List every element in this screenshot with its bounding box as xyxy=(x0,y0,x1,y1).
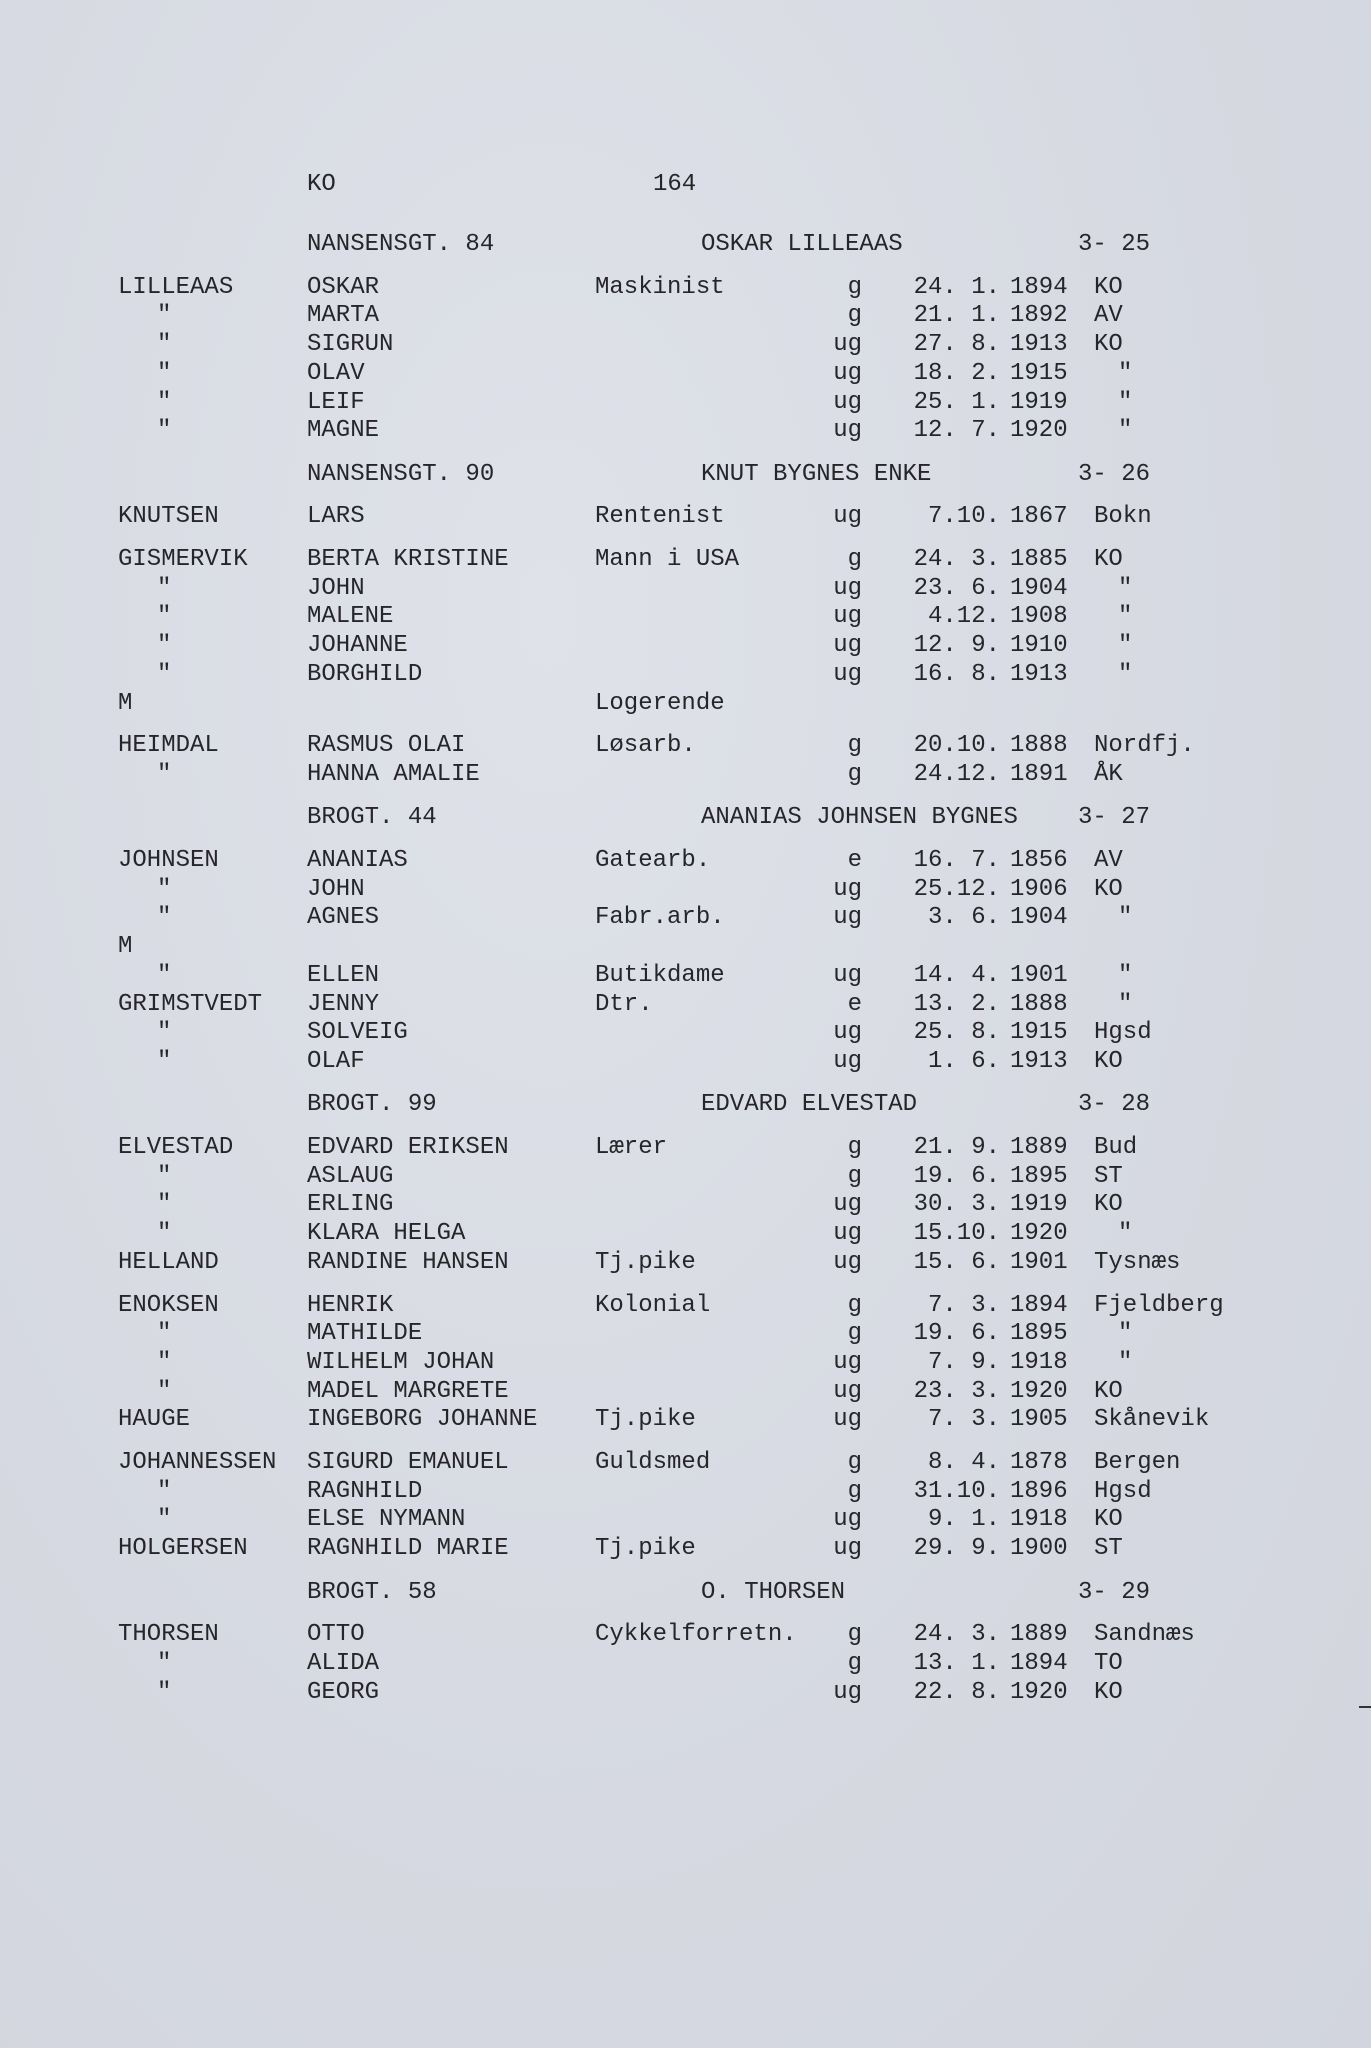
given-name: RAGNHILD MARIE xyxy=(307,1535,509,1563)
marital-status: ug xyxy=(833,1248,862,1276)
given-name: MATHILDE xyxy=(307,1320,423,1348)
household-address: NANSENSGT. 84 xyxy=(307,231,495,258)
marital-status: ug xyxy=(833,603,862,631)
birth-year: 1900 xyxy=(1010,1535,1068,1563)
surname: " xyxy=(157,574,172,602)
birth-year: 1904 xyxy=(1010,904,1068,932)
household-number: 3- 28 xyxy=(1078,1091,1151,1119)
given-name: ANANIAS xyxy=(307,847,408,874)
birth-date: 22. 8. xyxy=(913,1678,1000,1706)
marital-status: g xyxy=(847,732,862,760)
given-name: RAGNHILD xyxy=(307,1477,423,1505)
given-name: HENRIK xyxy=(307,1291,394,1319)
surname: THORSEN xyxy=(118,1621,219,1649)
household-address: BROGT. 58 xyxy=(307,1578,437,1606)
given-name: BERTA KRISTINE xyxy=(307,546,509,573)
marital-status: ug xyxy=(833,331,862,359)
surname: " xyxy=(157,660,172,688)
birth-year: 1889 xyxy=(1010,1134,1068,1161)
given-name: JENNY xyxy=(307,990,380,1018)
occupation: Guldsmed xyxy=(595,1449,711,1476)
birth-year: 1878 xyxy=(1010,1449,1068,1476)
birthplace: " xyxy=(1118,388,1133,416)
birthplace: ST xyxy=(1094,1162,1123,1190)
marital-status: ug xyxy=(833,417,862,445)
household-number: 3- 27 xyxy=(1078,804,1151,832)
birth-date: 29. 9. xyxy=(913,1535,1000,1563)
birthplace: Fjeldberg xyxy=(1094,1291,1224,1319)
birthplace: TO xyxy=(1094,1649,1123,1677)
birthplace: KO xyxy=(1094,546,1123,573)
birth-year: 1891 xyxy=(1010,760,1068,788)
surname: KNUTSEN xyxy=(118,503,219,531)
surname: ELVESTAD xyxy=(118,1134,234,1161)
page-header-district: KO xyxy=(307,171,336,198)
surname: " xyxy=(157,417,172,445)
birth-date: 8. 4. xyxy=(927,1449,1000,1476)
birth-date: 3. 6. xyxy=(927,904,1000,932)
birth-year: 1901 xyxy=(1010,1248,1068,1276)
marital-status: ug xyxy=(833,1406,862,1434)
birth-date: 25. 8. xyxy=(913,1019,1000,1047)
birth-date: 7. 9. xyxy=(927,1348,1000,1376)
birthplace: " xyxy=(1118,660,1133,688)
birth-date: 31.10. xyxy=(913,1477,1000,1505)
surname: HOLGERSEN xyxy=(118,1535,248,1563)
surname: JOHANNESSEN xyxy=(118,1449,277,1476)
birthplace: KO xyxy=(1094,1191,1123,1219)
birthplace: ST xyxy=(1094,1535,1123,1563)
household-head: ANANIAS JOHNSEN BYGNES xyxy=(701,804,1018,832)
given-name: ELSE NYMANN xyxy=(307,1506,466,1534)
marital-status: g xyxy=(847,1320,862,1348)
birthplace: Hgsd xyxy=(1094,1477,1152,1505)
birth-year: 1913 xyxy=(1010,1047,1068,1075)
birthplace: Hgsd xyxy=(1094,1019,1152,1047)
occupation: Mann i USA xyxy=(595,546,740,573)
birthplace: " xyxy=(1118,1320,1133,1348)
given-name: MADEL MARGRETE xyxy=(307,1377,509,1405)
surname: ENOKSEN xyxy=(118,1291,219,1319)
marital-status: ug xyxy=(833,904,862,932)
birthplace: " xyxy=(1118,904,1133,932)
birth-date: 15. 6. xyxy=(913,1248,1000,1276)
surname: " xyxy=(157,904,172,932)
marital-status: g xyxy=(847,1162,862,1190)
occupation: Fabr.arb. xyxy=(595,904,725,932)
birth-date: 9. 1. xyxy=(927,1506,1000,1534)
birthplace: " xyxy=(1118,961,1133,989)
surname: GISMERVIK xyxy=(118,546,248,573)
birth-year: 1920 xyxy=(1010,417,1068,445)
birth-date: 24. 1. xyxy=(913,273,1000,301)
occupation: Tj.pike xyxy=(595,1535,696,1563)
birth-year: 1895 xyxy=(1010,1162,1068,1190)
birth-year: 1919 xyxy=(1010,388,1068,416)
occupation: Logerende xyxy=(595,689,725,717)
birthplace: Bergen xyxy=(1094,1449,1181,1476)
birth-year: 1895 xyxy=(1010,1320,1068,1348)
household-head: KNUT BYGNES ENKE xyxy=(701,460,932,488)
given-name: EDVARD ERIKSEN xyxy=(307,1134,509,1161)
marital-status: g xyxy=(847,546,862,573)
surname: JOHNSEN xyxy=(118,847,219,874)
birth-date: 23. 6. xyxy=(913,574,1000,602)
birth-date: 12. 9. xyxy=(913,632,1000,660)
marital-status: g xyxy=(847,1291,862,1319)
birth-year: 1894 xyxy=(1010,273,1068,301)
given-name: ERLING xyxy=(307,1191,394,1219)
birthplace: KO xyxy=(1094,1047,1123,1075)
surname: " xyxy=(157,1019,172,1047)
marital-status: g xyxy=(847,1134,862,1161)
surname: " xyxy=(157,1162,172,1190)
household-address: BROGT. 44 xyxy=(307,804,437,832)
birth-year: 1920 xyxy=(1010,1220,1068,1248)
marital-status: ug xyxy=(833,660,862,688)
page-number: 164 xyxy=(653,171,697,198)
birthplace: KO xyxy=(1094,1377,1123,1405)
birthplace: " xyxy=(1118,359,1133,387)
birth-date: 21. 1. xyxy=(913,302,1000,330)
given-name: OLAV xyxy=(307,359,365,387)
birth-year: 1913 xyxy=(1010,331,1068,359)
given-name: ASLAUG xyxy=(307,1162,394,1190)
given-name: HANNA AMALIE xyxy=(307,760,480,788)
given-name: SIGURD EMANUEL xyxy=(307,1449,509,1476)
birth-date: 20.10. xyxy=(913,732,1000,760)
birth-date: 7. 3. xyxy=(927,1406,1000,1434)
birth-date: 13. 1. xyxy=(913,1649,1000,1677)
marital-status: e xyxy=(847,847,862,874)
birth-year: 1885 xyxy=(1010,546,1068,573)
birthplace: " xyxy=(1118,1348,1133,1376)
given-name: LARS xyxy=(307,503,365,531)
given-name: RANDINE HANSEN xyxy=(307,1248,509,1276)
birth-year: 1910 xyxy=(1010,632,1068,660)
birth-date: 12. 7. xyxy=(913,417,1000,445)
birthplace: AV xyxy=(1094,847,1123,874)
birth-year: 1888 xyxy=(1010,732,1068,760)
surname: " xyxy=(157,1506,172,1534)
birth-date: 30. 3. xyxy=(913,1191,1000,1219)
occupation: Maskinist xyxy=(595,273,725,301)
given-name: KLARA HELGA xyxy=(307,1220,466,1248)
occupation: Lærer xyxy=(595,1134,668,1161)
given-name: AGNES xyxy=(307,904,380,932)
marital-status: g xyxy=(847,1621,862,1649)
given-name: OTTO xyxy=(307,1621,365,1649)
surname: " xyxy=(157,359,172,387)
given-name: ELLEN xyxy=(307,961,380,989)
household-number: 3- 26 xyxy=(1078,460,1151,488)
birth-date: 1. 6. xyxy=(927,1047,1000,1075)
surname: " xyxy=(157,1191,172,1219)
birth-date: 15.10. xyxy=(913,1220,1000,1248)
surname: " xyxy=(157,388,172,416)
marital-status: ug xyxy=(833,961,862,989)
surname: LILLEAAS xyxy=(118,273,234,301)
birth-year: 1905 xyxy=(1010,1406,1068,1434)
edge-mark xyxy=(1359,1706,1371,1708)
given-name: MAGNE xyxy=(307,417,380,445)
surname: GRIMSTVEDT xyxy=(118,990,263,1018)
surname: " xyxy=(157,1477,172,1505)
birth-date: 19. 6. xyxy=(913,1162,1000,1190)
given-name: MARTA xyxy=(307,302,380,330)
household-head: O. THORSEN xyxy=(701,1578,846,1606)
birth-date: 24.12. xyxy=(913,760,1000,788)
occupation: Rentenist xyxy=(595,503,725,531)
birth-year: 1904 xyxy=(1010,574,1068,602)
surname: HELLAND xyxy=(118,1248,219,1276)
birthplace: Tysnæs xyxy=(1094,1248,1181,1276)
marital-status: ug xyxy=(833,1506,862,1534)
birthplace: KO xyxy=(1094,875,1123,903)
birth-year: 1918 xyxy=(1010,1348,1068,1376)
birth-year: 1894 xyxy=(1010,1649,1068,1677)
marital-status: g xyxy=(847,760,862,788)
birth-date: 23. 3. xyxy=(913,1377,1000,1405)
occupation: Butikdame xyxy=(595,961,725,989)
birth-date: 24. 3. xyxy=(913,546,1000,573)
given-name: SOLVEIG xyxy=(307,1019,408,1047)
birthplace: " xyxy=(1118,574,1133,602)
birthplace: " xyxy=(1118,1220,1133,1248)
given-name: LEIF xyxy=(307,388,365,416)
birthplace: " xyxy=(1118,632,1133,660)
birth-year: 1920 xyxy=(1010,1678,1068,1706)
household-number: 3- 25 xyxy=(1078,231,1151,258)
surname: " xyxy=(157,875,172,903)
birth-year: 1889 xyxy=(1010,1621,1068,1649)
marital-status: ug xyxy=(833,1047,862,1075)
surname: M xyxy=(118,933,133,961)
surname: " xyxy=(157,1047,172,1075)
marital-status: g xyxy=(847,273,862,301)
birthplace: Bokn xyxy=(1094,503,1152,531)
birthplace: Bud xyxy=(1094,1134,1138,1161)
birth-date: 14. 4. xyxy=(913,961,1000,989)
surname: " xyxy=(157,1220,172,1248)
given-name: JOHANNE xyxy=(307,632,408,660)
birth-date: 25. 1. xyxy=(913,388,1000,416)
surname: " xyxy=(157,331,172,359)
birth-year: 1919 xyxy=(1010,1191,1068,1219)
given-name: WILHELM JOHAN xyxy=(307,1348,495,1376)
birth-year: 1906 xyxy=(1010,875,1068,903)
birth-date: 25.12. xyxy=(913,875,1000,903)
marital-status: ug xyxy=(833,574,862,602)
birth-date: 21. 9. xyxy=(913,1134,1000,1161)
household-head: EDVARD ELVESTAD xyxy=(701,1091,918,1119)
birth-year: 1915 xyxy=(1010,1019,1068,1047)
occupation: Kolonial xyxy=(595,1291,711,1319)
marital-status: ug xyxy=(833,1019,862,1047)
birth-date: 16. 7. xyxy=(913,847,1000,874)
surname: " xyxy=(157,1678,172,1706)
marital-status: ug xyxy=(833,1220,862,1248)
birth-year: 1908 xyxy=(1010,603,1068,631)
birth-year: 1920 xyxy=(1010,1377,1068,1405)
birth-year: 1896 xyxy=(1010,1477,1068,1505)
birth-date: 24. 3. xyxy=(913,1621,1000,1649)
surname: " xyxy=(157,302,172,330)
surname: " xyxy=(157,760,172,788)
birth-date: 19. 6. xyxy=(913,1320,1000,1348)
birthplace: Nordfj. xyxy=(1094,732,1195,760)
occupation: Tj.pike xyxy=(595,1248,696,1276)
marital-status: ug xyxy=(833,1535,862,1563)
household-address: NANSENSGT. 90 xyxy=(307,460,495,488)
surname: " xyxy=(157,1348,172,1376)
household-number: 3- 29 xyxy=(1078,1578,1151,1606)
marital-status: ug xyxy=(833,1191,862,1219)
birthplace: " xyxy=(1118,990,1133,1018)
birthplace: KO xyxy=(1094,331,1123,359)
surname: " xyxy=(157,1377,172,1405)
birthplace: " xyxy=(1118,603,1133,631)
birth-year: 1913 xyxy=(1010,660,1068,688)
surname: M xyxy=(118,689,133,717)
birth-year: 1894 xyxy=(1010,1291,1068,1319)
marital-status: ug xyxy=(833,1377,862,1405)
occupation: Tj.pike xyxy=(595,1406,696,1434)
given-name: OSKAR xyxy=(307,273,380,301)
marital-status: g xyxy=(847,1477,862,1505)
occupation: Dtr. xyxy=(595,990,653,1018)
given-name: OLAF xyxy=(307,1047,365,1075)
surname: " xyxy=(157,1649,172,1677)
birthplace: AV xyxy=(1094,302,1123,330)
birth-date: 16. 8. xyxy=(913,660,1000,688)
birth-date: 18. 2. xyxy=(913,359,1000,387)
marital-status: ug xyxy=(833,875,862,903)
surname: " xyxy=(157,603,172,631)
given-name: MALENE xyxy=(307,603,394,631)
birthplace: Sandnæs xyxy=(1094,1621,1195,1649)
occupation: Cykkelforretn. xyxy=(595,1621,797,1649)
birth-year: 1867 xyxy=(1010,503,1068,531)
given-name: GEORG xyxy=(307,1678,380,1706)
birthplace: Skånevik xyxy=(1094,1406,1210,1434)
marital-status: ug xyxy=(833,632,862,660)
given-name: RASMUS OLAI xyxy=(307,732,466,760)
birth-date: 7.10. xyxy=(927,503,1000,531)
birth-year: 1901 xyxy=(1010,961,1068,989)
birth-year: 1856 xyxy=(1010,847,1068,874)
surname: HEIMDAL xyxy=(118,732,219,760)
household-address: BROGT. 99 xyxy=(307,1091,437,1119)
marital-status: ug xyxy=(833,1348,862,1376)
marital-status: g xyxy=(847,1449,862,1476)
birthplace: KO xyxy=(1094,273,1123,301)
given-name: BORGHILD xyxy=(307,660,423,688)
marital-status: g xyxy=(847,302,862,330)
occupation: Gatearb. xyxy=(595,847,711,874)
given-name: JOHN xyxy=(307,875,365,903)
given-name: INGEBORG JOHANNE xyxy=(307,1406,538,1434)
marital-status: e xyxy=(847,990,862,1018)
occupation: Løsarb. xyxy=(595,732,696,760)
birth-year: 1918 xyxy=(1010,1506,1068,1534)
surname: " xyxy=(157,1320,172,1348)
marital-status: ug xyxy=(833,388,862,416)
marital-status: g xyxy=(847,1649,862,1677)
marital-status: ug xyxy=(833,1678,862,1706)
birth-date: 4.12. xyxy=(927,603,1000,631)
birthplace: " xyxy=(1118,417,1133,445)
given-name: SIGRUN xyxy=(307,331,394,359)
marital-status: ug xyxy=(833,503,862,531)
surname: " xyxy=(157,632,172,660)
birth-year: 1892 xyxy=(1010,302,1068,330)
household-head: OSKAR LILLEAAS xyxy=(701,231,903,258)
birth-date: 13. 2. xyxy=(913,990,1000,1018)
surname: HAUGE xyxy=(118,1406,191,1434)
birth-date: 7. 3. xyxy=(927,1291,1000,1319)
marital-status: ug xyxy=(833,359,862,387)
birth-year: 1888 xyxy=(1010,990,1068,1018)
birthplace: ÅK xyxy=(1094,760,1123,788)
surname: " xyxy=(157,961,172,989)
birthplace: KO xyxy=(1094,1506,1123,1534)
birth-date: 27. 8. xyxy=(913,331,1000,359)
given-name: JOHN xyxy=(307,574,365,602)
birth-year: 1915 xyxy=(1010,359,1068,387)
given-name: ALIDA xyxy=(307,1649,380,1677)
birthplace: KO xyxy=(1094,1678,1123,1706)
